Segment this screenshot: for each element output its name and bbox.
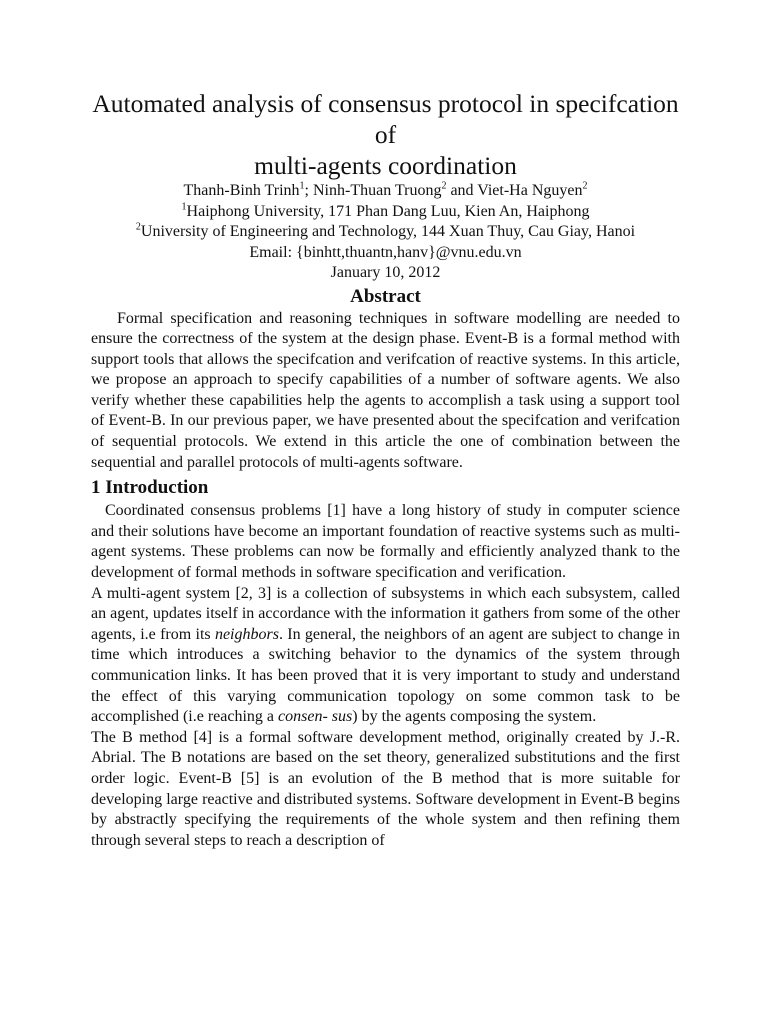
affiliation-text: University of Engineering and Technology, 144 Xuan Thuy, Cau Giay, Hanoi [140, 223, 636, 240]
affiliation-marker: 1 [181, 201, 187, 213]
author-affiliation-marker: 2 [582, 180, 588, 192]
date-line: January 10, 2012 [330, 264, 441, 281]
affiliation-line [91, 202, 680, 223]
affiliation-marker: 2 [135, 221, 141, 233]
author-affiliation-marker: 2 [441, 180, 447, 192]
text-run: ) by the agents composing the system. [352, 708, 597, 726]
title-line-1: Automated analysis of consensus protocol in specifcation [92, 89, 679, 118]
intro-paragraph-3: The B method [4] is a formal software development method, originally created by J.-R. Abrial. The B notations are based on the set theory, generalized substitutions and the first order logic. Event-B [5] is an evolution of the B method that is more suitable for developing large reactive and distributed systems. Software development in Event-B begins by abstractly specifying the requirements of the whole system and then refining them through several steps to reach a description of [91, 728, 680, 849]
title-line-2: of [374, 120, 397, 149]
text-run: A multi-agent system [2, 3] is a collection of subsystems in which each subsystem, called an agent, updates itself in accordance with the information it gathers from some of the other agents, i.e from its [91, 584, 680, 643]
text-run: . In general, the neighbors of an agent are subject to change in time which introduces a switching behavior to the dynamics of the system through communication links. It has been proved that it is very important to study and understand the effect of this varying communication topology on some common task to be accomplished (i.e reaching a [91, 625, 680, 726]
email-line: Email: {binhtt,thuantn,hanv}@vnu.edu.vn [249, 243, 522, 261]
paper-title [91, 88, 680, 181]
author-name: Thanh-Binh Trinh [183, 182, 300, 199]
affiliation-line [91, 222, 680, 243]
section-heading-introduction: 1 Introduction [91, 477, 209, 499]
author-separator: ; [304, 182, 313, 199]
intro-paragraph-2 [91, 584, 680, 728]
author-separator: and [446, 182, 478, 199]
author-name: Ninh-Thuan Truong [312, 182, 442, 199]
emphasis-neighbors: neighbors [214, 625, 279, 643]
abstract-paragraph: Formal specification and reasoning techniques in software modelling are needed to ensure the correctness of the system at the design phase. Event-B is a formal method with support tools that allows the specifcation and verifcation of reactive systems. In this article, we propose an approach to specify capabilities of a number of software agents. We also verify whether these capabilities help the agents to accomplish a task using a support tool of Event-B. In our previous paper, we have presented about the specifcation and verifcation of sequential protocols. We extend in this article the one of combination between the sequential and parallel protocols of multi-agents software. [91, 309, 680, 471]
author-name: Viet-Ha Nguyen [477, 182, 583, 199]
author-affiliation-marker: 1 [299, 180, 305, 192]
title-line-3: multi-agents coordination [254, 151, 517, 180]
emphasis-consensus: consen- sus [278, 708, 353, 726]
intro-paragraph-1: Coordinated consensus problems [1] have a long history of study in computer science and their solutions have become an important foundation of reactive systems such as multi-agent systems. These problems can now be formally and efficiently analyzed thank to the development of formal methods in software specification and verification. [91, 502, 680, 582]
affiliation-text: Haiphong University, 171 Phan Dang Luu, Kien An, Haiphong [186, 202, 590, 220]
author-list [91, 181, 680, 202]
abstract-heading: Abstract [350, 285, 421, 307]
